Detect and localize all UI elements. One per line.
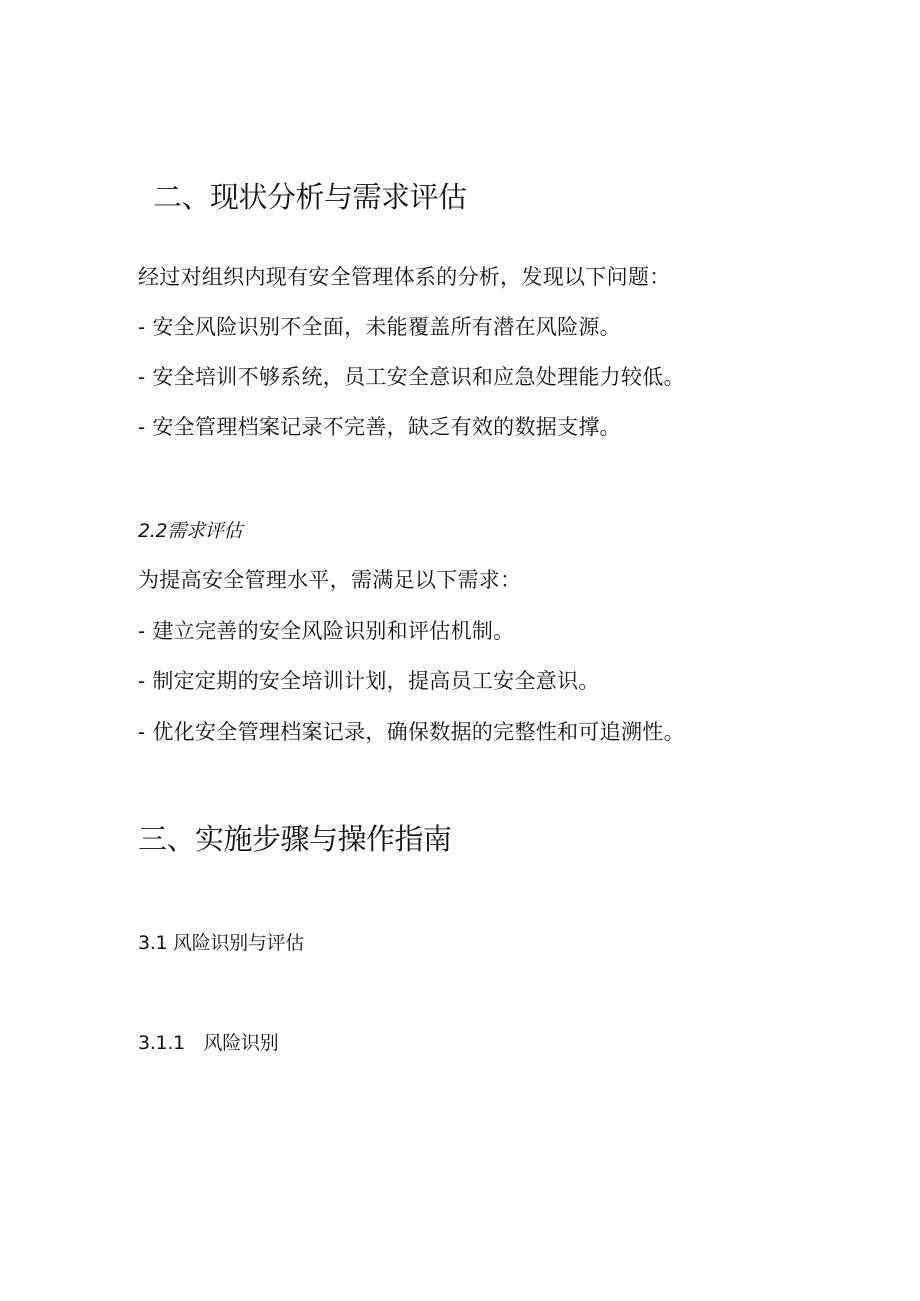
subsection-3-1-1-heading: 3.1.1 风险识别: [138, 1032, 279, 1054]
subsection-2-2-heading: 2.2需求评估: [138, 520, 243, 542]
need-item: - 优化安全管理档案记录，确保数据的完整性和可追溯性。: [138, 720, 685, 744]
problem-item: - 安全风险识别不全面，未能覆盖所有潜在风险源。: [138, 315, 621, 339]
needs-intro: 为提高安全管理水平，需满足以下需求：: [138, 568, 522, 592]
section-3-heading: 三、实施步骤与操作指南: [138, 822, 452, 856]
problems-intro: 经过对组织内现有安全管理体系的分析，发现以下问题：: [138, 265, 671, 289]
problem-item: - 安全培训不够系统，员工安全意识和应急处理能力较低。: [138, 365, 685, 389]
section-2-heading: 二、现状分析与需求评估: [153, 180, 467, 214]
need-item: - 制定定期的安全培训计划，提高员工安全意识。: [138, 669, 600, 693]
need-item: - 建立完善的安全风险识别和评估机制。: [138, 619, 515, 643]
problem-item: - 安全管理档案记录不完善，缺乏有效的数据支撑。: [138, 415, 621, 439]
subsection-3-1-heading: 3.1 风险识别与评估: [138, 932, 304, 954]
